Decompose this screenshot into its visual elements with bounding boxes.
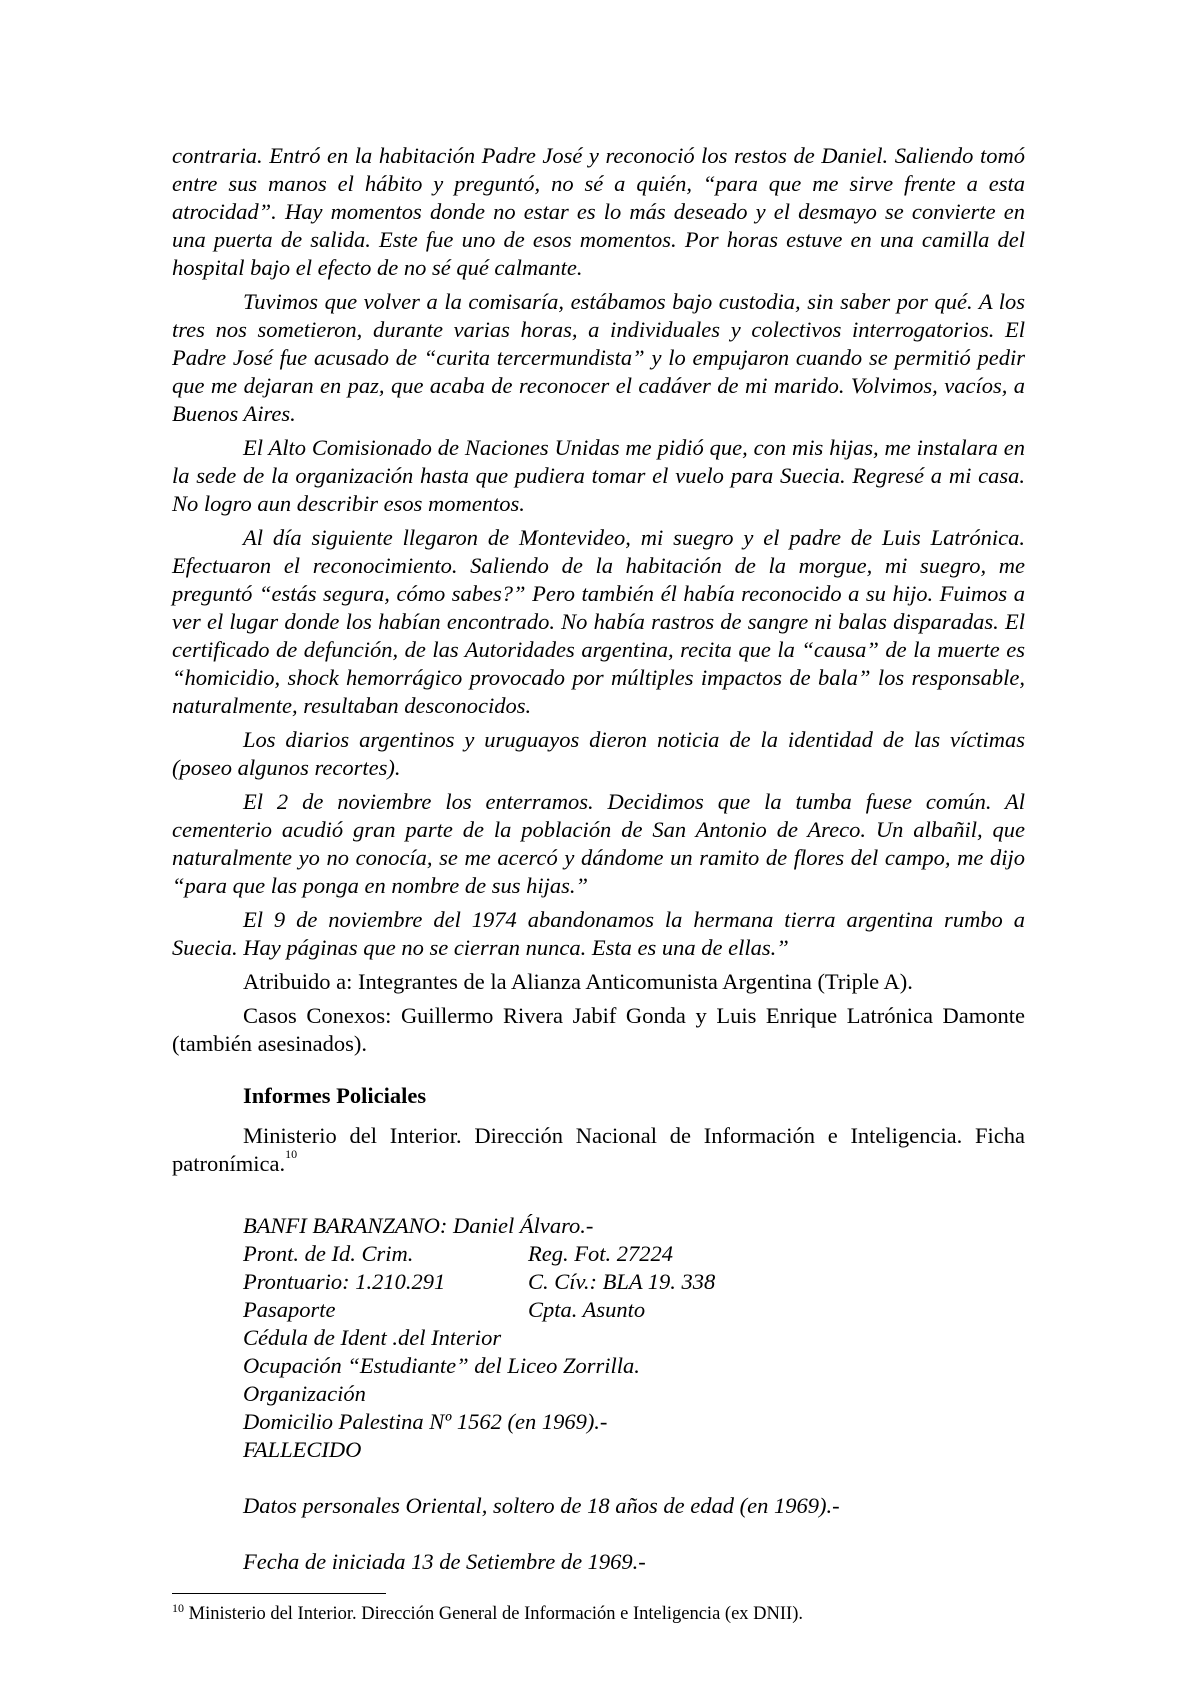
record-field: Pront. de Id. Crim. <box>243 1241 414 1266</box>
record-row <box>243 1268 1025 1296</box>
record-line: Cédula de Ident .del Interior <box>243 1325 502 1350</box>
record-field: Prontuario: 1.210.291 <box>243 1269 446 1294</box>
narrative-paragraph-3: El Alto Comisionado de Naciones Unidas me pidió que, con mis hijas, me instalara en la sede de la organización hasta que pudiera tomar el vuelo para Suecia. Regresé a mi casa. No logro aun describir esos momentos. <box>172 435 1025 516</box>
related-cases-paragraph: Casos Conexos: Guillermo Rivera Jabif Gonda y Luis Enrique Latrónica Damonte (también asesinados). <box>172 1003 1025 1056</box>
record-name-text: BANFI BARANZANO: Daniel Álvaro.- <box>243 1213 594 1238</box>
record-row <box>243 1296 1025 1324</box>
footnote <box>172 1603 1025 1625</box>
police-record <box>243 1212 1025 1576</box>
footnote-separator <box>172 1593 386 1594</box>
spacer <box>243 1464 1025 1492</box>
spacer <box>243 1520 1025 1548</box>
record-field: Pasaporte <box>243 1297 336 1322</box>
narrative-paragraph-5: Los diarios argentinos y uruguayos dieron noticia de la identidad de las víctimas (poseo algunos recortes). <box>172 727 1025 780</box>
ministry-text: Ministerio del Interior. Dirección Nacional de Información e Inteligencia. Ficha patronímica. <box>172 1123 1025 1176</box>
narrative-paragraph-4: Al día siguiente llegaron de Montevideo, mi suegro y el padre de Luis Latrónica. Efectuaron el reconocimiento. Saliendo de la habitación de la morgue, mi suegro, me preguntó “estás segura, cómo sabes?” Pero también él había reconocido a su hijo. Fuimos a ver el lugar donde los habían encontrado. No había rastros de sangre ni balas disparadas. El certificado de defunción, de las Autoridades argentina, recita que la “causa” de la muerte es “homicidio, shock hemorrágico provocado por múltiples impactos de bala” los responsable, naturalmente, resultaban desconocidos. <box>172 525 1025 718</box>
record-line: Domicilio Palestina Nº 1562 (en 1969).- <box>243 1409 608 1434</box>
record-name <box>243 1212 1025 1240</box>
record-row <box>243 1240 1025 1268</box>
narrative-paragraph-7: El 9 de noviembre del 1974 abandonamos la hermana tierra argentina rumbo a Suecia. Hay páginas que no se cierran nunca. Esta es una de ellas.” <box>172 907 1025 960</box>
record-line: FALLECIDO <box>243 1437 362 1462</box>
narrative-paragraph-6: El 2 de noviembre los enterramos. Decidimos que la tumba fuese común. Al cementerio acudió gran parte de la población de San Antonio de Areco. Un albañil, que naturalmente yo no conocía, se me acercó y dándome un ramito de flores del campo, me dijo “para que las ponga en nombre de sus hijas.” <box>172 789 1025 898</box>
document-body <box>172 142 1025 1576</box>
narrative-paragraph-2: Tuvimos que volver a la comisaría, estábamos bajo custodia, sin saber por qué. A los tres nos sometieron, durante varias horas, a individuales y colectivos interrogatorios. El Padre José fue acusado de “curita tercermundista” y lo empujaron cuando se permitió pedir que me dejaran en paz, que acaba de reconocer el cadáver de mi marido. Volvimos, vacíos, a Buenos Aires. <box>172 289 1025 426</box>
record-field: Reg. Fot. 27224 <box>528 1241 673 1266</box>
footnote-number: 10 <box>172 1601 184 1615</box>
record-line: Organización <box>243 1381 366 1406</box>
record-field: Cpta. Asunto <box>528 1297 646 1322</box>
footnote-reference: 10 <box>285 1147 298 1161</box>
record-line: Ocupación “Estudiante” del Liceo Zorrilla. <box>243 1353 640 1378</box>
section-heading: Informes Policiales <box>243 1083 427 1108</box>
footnote-text: Ministerio del Interior. Dirección General de Información e Inteligencia (ex DNII). <box>188 1604 803 1624</box>
record-start-date: Fecha de iniciada 13 de Setiembre de 1969.- <box>243 1549 646 1574</box>
attribution-paragraph: Atribuido a: Integrantes de la Alianza Anticomunista Argentina (Triple A). <box>243 969 913 994</box>
spacer <box>172 1184 1025 1212</box>
ministry-paragraph <box>172 1122 1025 1178</box>
record-field: C. Cív.: BLA 19. 338 <box>528 1269 716 1294</box>
narrative-paragraph-1: contraria. Entró en la habitación Padre José y reconoció los restos de Daniel. Saliendo tomó entre sus manos el hábito y preguntó, no sé a quién, “para que me sirve frente a esta atrocidad”. Hay momentos donde no estar es lo más deseado y el desmayo se convierte en una puerta de salida. Este fue uno de esos momentos. Por horas estuve en una camilla del hospital bajo el efecto de no sé qué calmante. <box>172 143 1025 280</box>
record-personal-data: Datos personales Oriental, soltero de 18 años de edad (en 1969).- <box>243 1493 840 1518</box>
